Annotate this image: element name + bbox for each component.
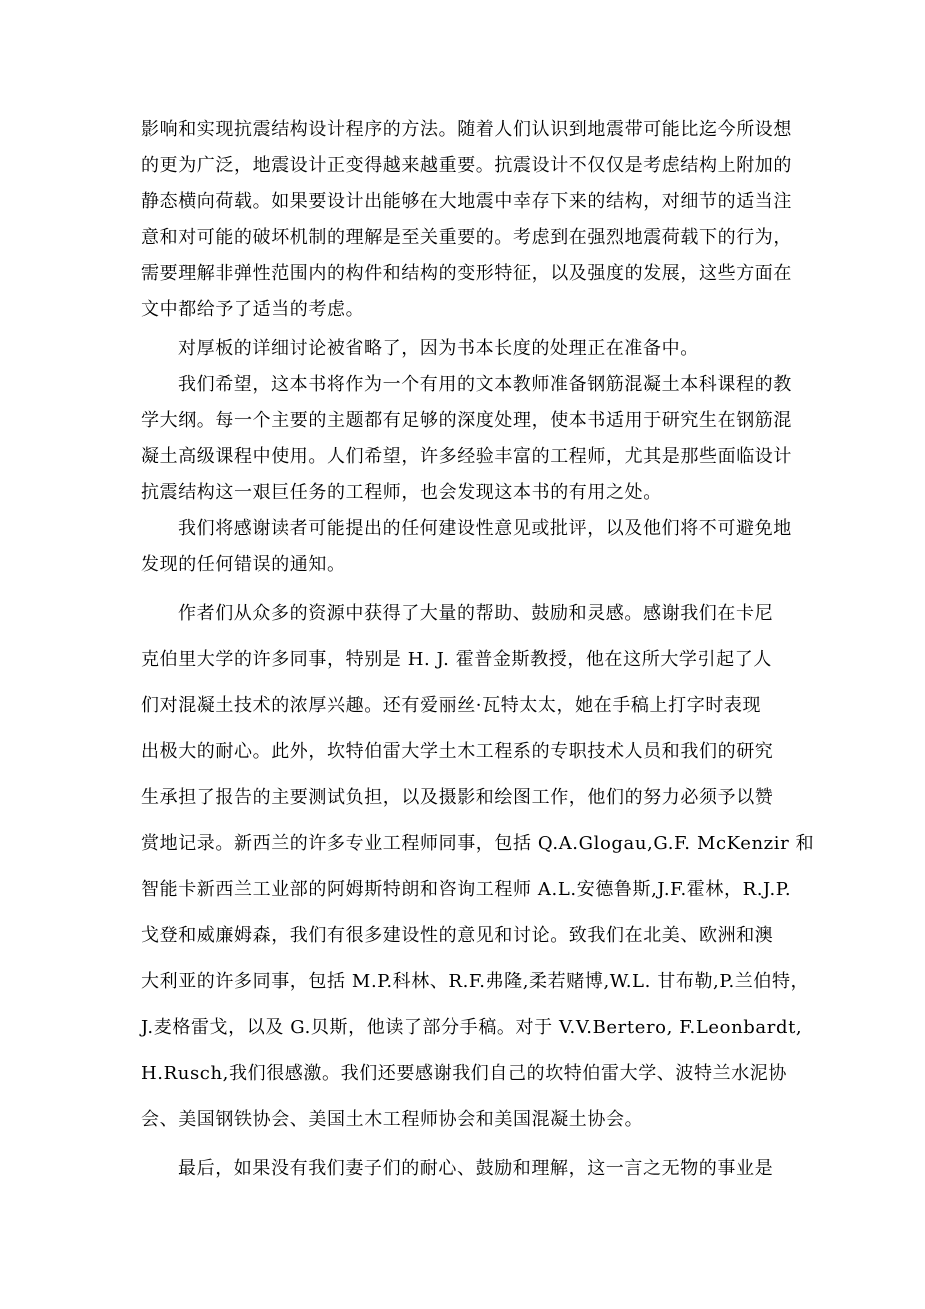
text-line: 最后，如果没有我们妻子们的耐心、鼓励和理解，这一言之无物的事业是 [178, 1158, 774, 1179]
text-line: 戈登和威廉姆森，我们有很多建设性的意见和讨论。致我们在北美、欧洲和澳 [141, 925, 774, 946]
text-line: 发现的任何错误的通知。 [141, 554, 346, 575]
text-line: 作者们从众多的资源中获得了大量的帮助、鼓励和灵感。感谢我们在卡尼 [178, 603, 774, 624]
text-line: 影响和实现抗震结构设计程序的方法。随着人们认识到地震带可能比迄今所设想 [141, 119, 792, 140]
text-line: 智能卡新西兰工业部的阿姆斯特朗和咨询工程师 A.L.安德鲁斯,J.F.霍林，R.J.P. [141, 879, 792, 900]
text-line: 抗震结构这一艰巨任务的工程师，也会发现这本书的有用之处。 [141, 482, 662, 503]
text-line: J.麦格雷戈，以及 G.贝斯，他读了部分手稿。对于 V.V.Bertero, F.Leonbardt, [141, 1017, 803, 1038]
text-line: 会、美国钢铁协会、美国土木工程师协会和美国混凝土协会。 [141, 1109, 644, 1130]
text-line: 对厚板的详细讨论被省略了，因为书本长度的处理正在准备中。 [178, 338, 699, 359]
text-line: 凝土高级课程中使用。人们希望，许多经验丰富的工程师，尤其是那些面临设计 [141, 446, 792, 467]
text-line: H.Rusch,我们很感激。我们还要感谢我们自己的坎特伯雷大学、波特兰水泥协 [141, 1063, 787, 1084]
text-line: 出极大的耐心。此外，坎特伯雷大学土木工程系的专职技术人员和我们的研究 [141, 741, 774, 762]
text-line: 大利亚的许多同事，包括 M.P.科林、R.F.弗隆,柔若赌博,W.L. 甘布勒,P.兰伯特， [141, 971, 810, 992]
text-line: 我们将感谢读者可能提出的任何建设性意见或批评，以及他们将不可避免地 [178, 518, 792, 539]
text-line: 的更为广泛，地震设计正变得越来越重要。抗震设计不仅仅是考虑结构上附加的 [141, 155, 792, 176]
text-line: 学大纲。每一个主要的主题都有足够的深度处理，使本书适用于研究生在钢筋混 [141, 410, 792, 431]
text-line: 生承担了报告的主要测试负担，以及摄影和绘图工作，他们的努力必须予以赞 [141, 787, 774, 808]
text-line: 需要理解非弹性范围内的构件和结构的变形特征，以及强度的发展，这些方面在 [141, 263, 792, 284]
text-line: 克伯里大学的许多同事，特别是 H. J. 霍普金斯教授，他在这所大学引起了人 [141, 649, 772, 670]
text-line: 意和对可能的破坏机制的理解是至关重要的。考虑到在强烈地震荷载下的行为， [141, 227, 792, 248]
text-line: 我们希望，这本书将作为一个有用的文本教师准备钢筋混凝土本科课程的教 [178, 374, 792, 395]
text-line: 静态横向荷载。如果要设计出能够在大地震中幸存下来的结构，对细节的适当注 [141, 191, 792, 212]
text-line: 们对混凝土技术的浓厚兴趣。还有爱丽丝·瓦特太太，她在手稿上打字时表现 [141, 695, 762, 716]
text-line: 文中都给予了适当的考虑。 [141, 299, 365, 320]
text-line: 赏地记录。新西兰的许多专业工程师同事，包括 Q.A.Glogau,G.F. McKenzir 和 [141, 833, 815, 854]
